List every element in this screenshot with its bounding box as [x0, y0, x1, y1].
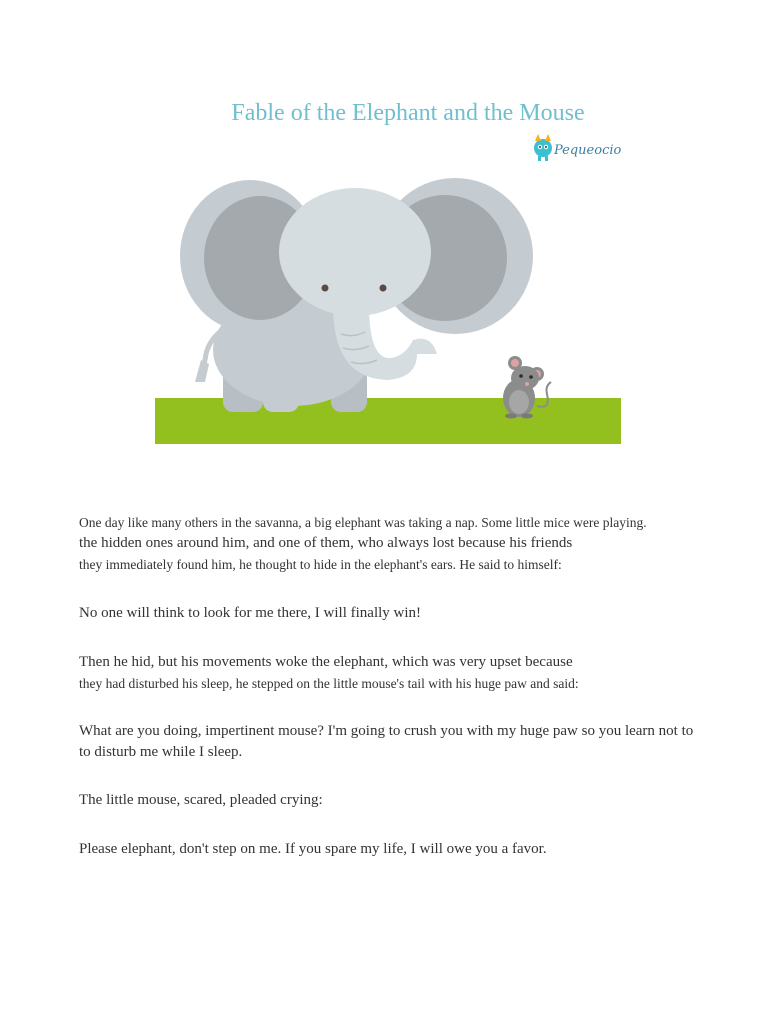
paragraph-line: Please elephant, don't step on me. If you spare my life, I will owe you a favor. — [79, 841, 547, 857]
paragraph-line: Then he hid, but his movements woke the elephant, which was very upset because — [79, 654, 573, 670]
paragraph-5 — [79, 790, 719, 811]
paragraph-3 — [79, 652, 719, 694]
paragraph-line: they had disturbed his sleep, he stepped on the little mouse's tail with his huge paw and said: — [79, 676, 579, 691]
paragraph-line: the hidden ones around him, and one of them, who always lost because his friends — [79, 535, 573, 551]
elephant — [180, 178, 533, 412]
paragraph-6 — [79, 839, 719, 860]
monster-icon — [534, 134, 552, 161]
paragraph-line: The little mouse, scared, pleaded crying: — [79, 792, 323, 808]
paragraph-line: One day like many others in the savanna, a big elephant was taking a nap. Some little mice were playing. — [79, 515, 647, 530]
page-title: Fable of the Elephant and the Mouse — [231, 100, 585, 127]
paragraph-line: No one will think to look for me there, I will finally win! — [79, 605, 422, 621]
elephant-mouse-illustration — [155, 128, 621, 444]
paragraph-2 — [79, 603, 719, 624]
paragraph-line: What are you doing, impertinent mouse? I'm going to crush you with my huge paw so you learn not to — [79, 723, 694, 739]
paragraph-1 — [79, 512, 719, 575]
paragraph-4 — [79, 721, 719, 763]
paragraph-line: to disturb me while I sleep. — [79, 744, 243, 760]
pequeocio-logo — [534, 134, 621, 161]
paragraph-line: they immediately found him, he thought to hide in the elephant's ears. He said to himself: — [79, 557, 562, 572]
logo-text: Pequeocio — [554, 143, 621, 158]
